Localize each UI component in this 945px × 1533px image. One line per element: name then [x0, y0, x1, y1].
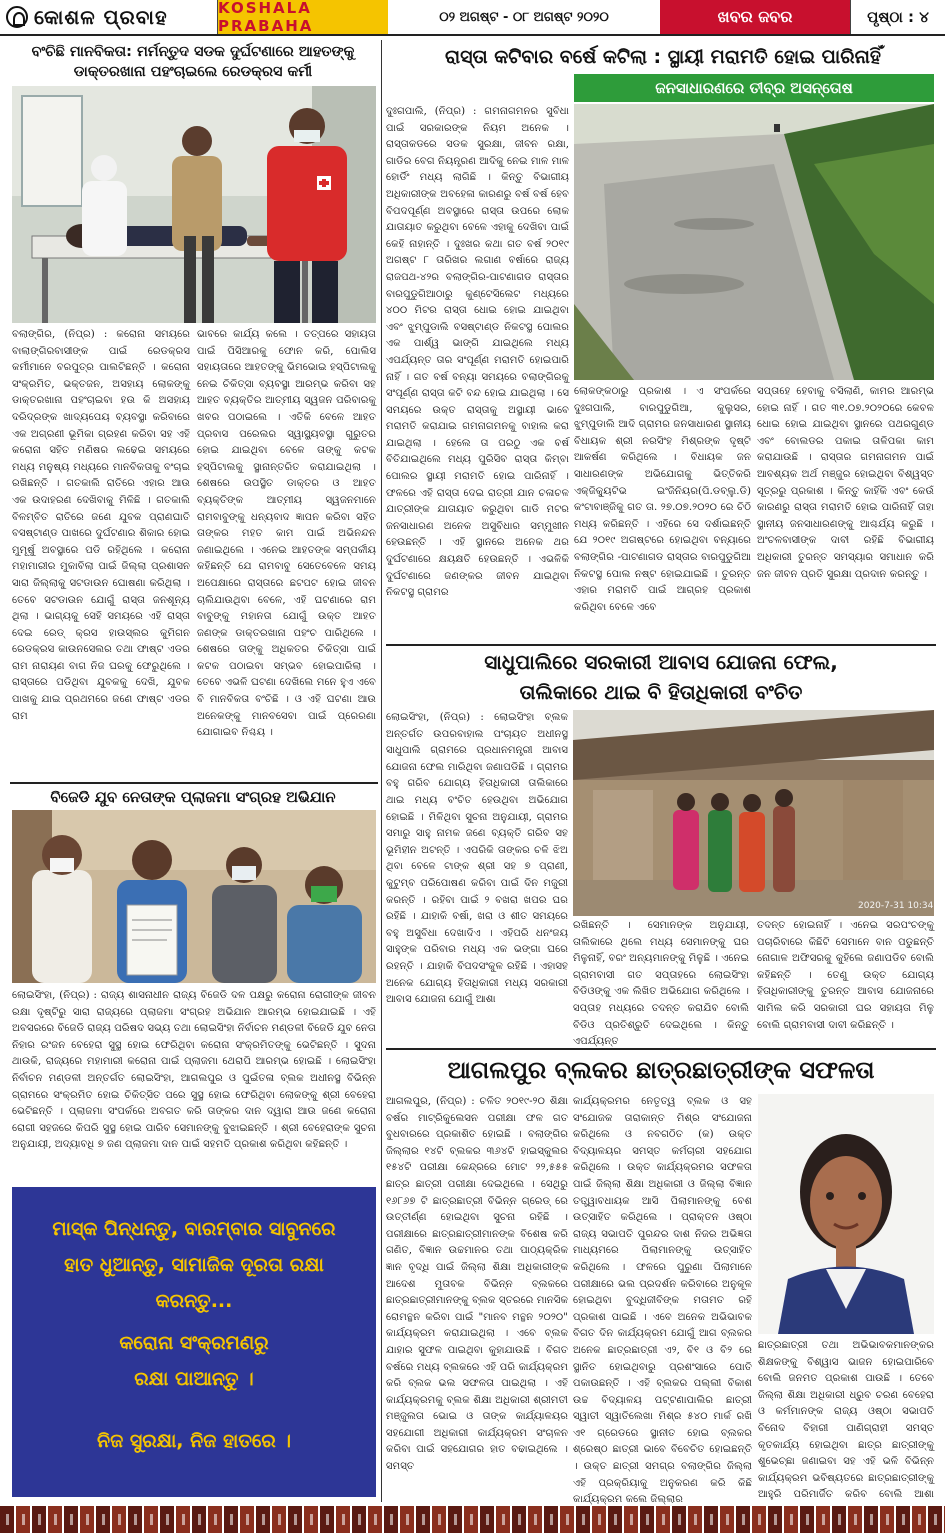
decorative-footer-border: [0, 1506, 945, 1533]
student-portrait-photo: [758, 1094, 934, 1334]
covid-awareness-banner: [12, 1187, 376, 1497]
plasma-photo: [12, 810, 376, 983]
hospital-ward-image: [12, 86, 376, 323]
students-body-col2: କାର୍ଯ୍ୟକ୍ରମର ନେତୃତ୍ୱ ବ୍ଲକ ଓ ସହ ସଂଯୋଜକ ତାରାକାନ୍ତ ମିଶ୍ର ସଂଯୋଜନା କରିଥିଲେ ଓ ନବଗଠିତ (କ) ଉକ୍ତ ବିଦ୍ୟାଳୟର ସମସ୍ତ କର୍ମଚାରୀ ସହଯୋଗ କରିଥିଲେ । ଉକ୍ତ କାର୍ଯ୍ୟକ୍ରମର ସଫଳତା ପାଇଁ ଜିଲ୍ଲା ଶିକ୍ଷା ଅଧିକାରୀ ଓ ଜିଲ୍ଲା ବିଜ୍ଞାନ ତତ୍ତ୍ୱାବଧାୟକ ଆସି ପିଲାମାନଙ୍କୁ ବେଶ ଉତ୍ସାହିତ କରିଥିଲେ । ପ୍ରାକ୍ତନ ଓଷ୍ଠା ରାଜ୍ୟ ସଭାପତି ପୁରନ୍ଦର ଦାଶ ନିଜର ଅଭିଜ୍ଞତା ମାଧ୍ୟମରେ ପିଲାମାନଙ୍କୁ ଉତ୍ସାହିତ କରିଥିଲେ । ଫଳରେ ପୁରୁଣା ପିଲାମାନେ ପରୀକ୍ଷାରେ ଭଲ ପ୍ରଦର୍ଶନ କରିବାରେ ଅନୁକୂଳ ହୋଇଥିବା ବୁଦ୍ଧିଜୀବିଙ୍କ ମତାମତ ରହି ପ୍ରକାଶ ପାଇଛି । ଏବେ ଅନେକ ଅଭିଭାବକ ବିଗତ ଦିନ କାର୍ଯ୍ୟକ୍ରମ ଯୋଗୁଁ ଆଗ ବ୍ଲକର ଅନେକ ଛାତ୍ରଛାତ୍ରୀ ଏ୨, ବି୧ ଓ ବି୨ ରେ ସ୍ଥାନିତ ହୋଇଥିବାରୁ ପ୍ରଶଂସାରେ ପୋତି ପକାଉଛନ୍ତି । ଏହି ବ୍ଲକର ପଲ୍ଲୀ ବିକାଶ ଉଚ୍ଚ ବିଦ୍ୟାଳୟ ପଟ୍ଟଣାପାଲିର ଛାତ୍ରୀ ସ୍ୱାତୀ ସ୍ୱାତିଲେଖା ମିଶ୍ର ୫୪୦ ମାର୍କ ରଖି ଏ୧ ଗ୍ରେଡରେ ସ୍ଥାନୀତ ହୋଇ ବ୍ଲକର ଶ୍ରେଷ୍ଠ ଛାତ୍ରୀ ଭାବେ ବିବେଚିତ ହୋଇଛନ୍ତି । ଉକ୍ତ ଛାତ୍ରୀ ସମଗ୍ର ବଲାଙ୍ଗିର ଜିଲ୍ଲା ଏହି ପ୍ରକ୍ରିୟାକୁ ଅନୁକରଣ କରି କିଛି କାର୍ଯ୍ୟକ୍ରମ କଲେ ଜିଲ୍ଲାର: [573, 1096, 752, 1506]
housing-headline-line1: ସାଧୁପାଲିରେ ସରକାରୀ ଆବାସ ଯୋଜନା ଫେଲ,: [484, 650, 838, 674]
logo-emblem-icon: [6, 6, 28, 28]
section-divider: [386, 1048, 936, 1050]
redcross-photo: [12, 86, 376, 323]
road-body-col3: ସପ୍ତାହେ ହେବାକୁ ବସିଲାଣି, କାମର ଆରମ୍ଭ ହୋଇ ନାହିଁ । ଗତ ୩୧.୦୭.୨୦୨୦ରେ କେବଳ ଧୋଇ ହୋଇ ଯାଇଥିବା ସ୍ଥାନରେ ପଥରଗୁଣ୍ଡ ଏବଂ ବୋଲଡର ପକାଇ ତାଳିପକା କାମ କରାଯାଉଛି । ରାସ୍ତାର ଗମନାଗମନ ପାଇଁ ଆବଶ୍ୟକ ଅର୍ଥ ମଞ୍ଜୁର ହୋଇଥିବା ବିଶ୍ୱସ୍ତ ସୂତ୍ରରୁ ପ୍ରକାଶ । କିନ୍ତୁ କାହିଁକି ଏବଂ କେଉଁ କାରଣରୁ ରାସ୍ତା ମରାମତି ହୋଇ ପାରିନାହିଁ ତାହା ସ୍ଥାନୀୟ ଜନସାଧାରଣଙ୍କୁ ଆଶ୍ଚର୍ଯ୍ୟ କରୁଛି । ଅଂଚଳବାସୀଙ୍କ ଦାବୀ ରହିଛି ବିଭାଗୀୟ ଅଧିକାରୀ ତୁରନ୍ତ ସମସ୍ୟାର ସମାଧାନ କରି ଜନ ଜୀବନ ପ୍ରତି ସୁରକ୍ଷା ପ୍ରଦାନ କରନ୍ତୁ ।: [757, 386, 934, 580]
plasma-body: ଲୋଇସିଂହା, (ନିପ୍ର) : ରାଜ୍ୟ ଶାସନାଧୀନ ରାଜ୍ୟ ବିଜେଡି ଦଳ ପକ୍ଷରୁ କରୋନା ରୋଗୀଙ୍କ ଜୀବନ ରକ୍ଷା ଦୃଷ୍ଟିରୁ ସାରା ରାଜ୍ୟରେ ପ୍ଲାଜମା ସଂଗ୍ରହ ଅଭିଯାନ ଆରମ୍ଭ ହୋଇଯାଇଛି । ଏହି ଅବସରରେ ବିଜେଡି ରାଜ୍ୟ ପରିଷଦ ସଭ୍ୟ ତଥା ଲୋଇସିଂହା ନିର୍ବାଚନ ମଣ୍ଡଳୀ ବିଜେଡି ଯୁବ ନେତା ନିହାର ରଂଜନ ବେହେରା ସୁସ୍ଥ ହୋଇ ଫେରିଥିବା କରୋନା ସଂକ୍ରମିତଙ୍କୁ ଭେଟିଛନ୍ତି । ସୁଦନା ଥାଉକି, ରାଜ୍ୟରେ ମହାମାରୀ କରୋନା ପାଇଁ ପ୍ଲାଜମା ଥେରାପି ଆରମ୍ଭ ହୋଇଛି । ଲୋଇସିଂହା ନିର୍ବାଚନ ମଣ୍ଡଳୀ ଅନ୍ତର୍ଗତ ଲୋଇସିଂହା, ଆଗଲପୁର ଓ ପୁଇଁତଳା ବ୍ଲକ ଅଧୀନସ୍ଥ ବିଭିନ୍ନ ଗ୍ରାମରେ ସଂକ୍ରମିତ ହୋଇ ଚିକିତ୍ସିତ ପରେ ସୁସ୍ଥ ହୋଇ ଫେରିଥିବା ଲୋକଙ୍କୁ ଶ୍ରୀ ବେହେରା ଭେଟିଛନ୍ତି । ପ୍ଲାଜମା ସଂପର୍କରେ ଅବଗତ କରି ତାଙ୍କର ଦାନ ଦ୍ୱାରା ଆଉ ଜଣେ କରୋନା ରୋଗୀ ସହଜରେ କିପରି ସୁସ୍ଥ ହୋଇ ପାରିବ ସେମାନଙ୍କୁ ବୁଝାଇଛନ୍ତି । ଶ୍ରୀ ବେହେରାଙ୍କ ସୁଚନା ଅନୁଯାୟୀ, ଅଦ୍ୟାବଧି ୭ ଜଣ ପ୍ଲାଜମା ଦାନ ପାଇଁ ସହମତି ପ୍ରକାଶ କରିଥିବା କହିଛନ୍ତି ।: [12, 990, 376, 1151]
newspaper-name-odia: କୋଶଳ ପ୍ରବାହ: [34, 5, 168, 29]
village-house-image: [573, 710, 934, 916]
housing-body-right: ତଦନ୍ତ ହୋଇନାହିଁ । ଏନେଇ ସରପଂଚଙ୍କୁ ପଚାରିବାରେ କିଛିଟି ସେମାନେ ବାନ ପଡୁଛନ୍ତି ନୋଗାଳ ଅଫିସରକୁ କୁହିଲେ ଜଣାପଡିବ ବୋଲି କହିଛନ୍ତି । ତେଣୁ ଉକ୍ତ ଯୋଗ୍ୟ ହିତାଧିକାରୀଙ୍କୁ ତୁରନ୍ତ ଆବାସ ଯୋଜନାରେ ସାମିଲ କରି ସରକାରୀ ଘର ସହାୟତା ମିଳୁ ବୋଲି ଗ୍ରାମବାସୀ ଦାବୀ କରିଛନ୍ତି ।: [757, 920, 934, 1031]
psa-line: ରକ୍ଷା ପାଆନ୍ତୁ ।: [134, 1368, 254, 1390]
column-divider: [381, 40, 382, 1502]
newspaper-logo: [0, 0, 218, 34]
redcross-headline: ବଂଚିଛି ମାନବିକତା: ମର୍ମନ୍ତୁଦ ସଡକ ଦୁର୍ଘଟଣାରେ ଆହତଙ୍କୁ ଡାକ୍ତରଖାନା ପହଂଚାଇଲେ ରେଡକ୍ରସ କର୍ମୀ: [31, 44, 355, 80]
road-headline: ରାସ୍ତା କଟିବାର ବର୍ଷେ କଟିଲା : ସ୍ଥାୟୀ ମରାମତି ହୋଇ ପାରିନାହିଁ: [445, 46, 881, 68]
newspaper-name-english: KOSHALA PRABAHA: [218, 0, 388, 34]
road-body-col2: ଲୋକଙ୍କଠାରୁ ପ୍ରକାଶ । ଏ ସଂପର୍କରେ ଦୁଃଗପାଲି, ବାରପୁଡୁଗିଆ, କୁଲୁସର, ଝୁମ୍ପୁଡାଲି ଆଦି ଗ୍ରାମର ଜନସାଧାରଣ ସ୍ଥାନୀୟ ବିଧାୟକ ଶ୍ରୀ ନରସିଂହ ମିଶ୍ରଙ୍କ ଦୃଷ୍ଟି ଆକର୍ଷଣ କରିଥିଲେ । ବିଧାୟକ ଜନ ସାଧାରଣଙ୍କ ଅଭିଯୋଗକୁ ଭିତ୍ତିକରି ଏକ୍‌ଜିକ୍ୟୁଟିଭ ଇଂଜିନିୟର(ପି.ଡବ୍ଲୁ.ଡି) କଂଟାବାଞ୍ଜିକୁ ଗତ ତା. ୨୭.୦୭.୨୦୨୦ ରେ ଚିଠି ମଧ୍ୟ କରିଛନ୍ତି । ଏହିରେ ସେ ଦର୍ଶାଇଛନ୍ତି ଯେ ୨୦୧୯ ଅଗଷ୍ଟରେ ହୋଇଥିବା ବନ୍ୟାରେ ବଲାଙ୍ଗିର -ପାଟଣାଗଡ ରାସ୍ତାର ବାରପୁଡୁଗିଆ ନିକଟସ୍ଥ ପୋଲ ନଷ୍ଟ ହୋଇଯାଇଛି । ତୁରନ୍ତ ଏହାର ମରାମତି ପାଇଁ ଆଗ୍ରହ ପ୍ରକାଶ କରିଥିବା ବେଳେ ଏବେ: [574, 386, 751, 613]
redcross-body-col2: ଭାବରେ କାର୍ଯ୍ୟ କଲେ । ତତ୍‌ପରେ ସହାୟତା ପାଇଁ ପିସିଆରକୁ ଫୋନ କରି, ପୋଲିସ ସହାୟତାରେ ଆହତଙ୍କୁ ଭିମଭୋଇ ହସ୍‌ପିଟାଲକୁ ନେଇ ଚିକିତ୍ସା ବ୍ୟବସ୍ଥା ଆରମ୍ଭ କରିବା ସହ ଆହତ ବ୍ୟକ୍ତିର ଆତ୍ମୀୟ ସ୍ୱଜନ ପରିବାରକୁ ଖବର ପଠାଇଲେ । ଏତିକି ବେଳେ ଆହତ ପ୍ରବାସ ପରେଲର ସ୍ୱାସ୍ଥ୍ୟବସ୍ଥା ଗୁରୁତର ହୋଇ ଯାଇଥିବା ବେଳେ ତାଙ୍କୁ କଟକ ହସ୍‌ପିଟାଲକୁ ସ୍ଥାନାନ୍ତରିତ କରାଯାଇଥିଲା । ଶେଷରେ ଉପସ୍ଥିତ ଡାକ୍ତର ଓ ଆହତ ବ୍ୟକ୍ତିଙ୍କ ଆତ୍ମୀୟ ସ୍ୱଜନମାନେ ରାମବାବୁଙ୍କୁ ଧନ୍ୟବାଦ ଜ୍ଞାପନ କରିବା ସହିତ ତାଙ୍କର ମହତ କାମ ପାଇଁ ଅଭିନନ୍ଦନ ଜଣାଇଥିଲେ । ଏନେଇ ଆହତଙ୍କ ସମ୍ପର୍କୀୟ କହିଛନ୍ତି ଯେ ରାମବାବୁ ସେତେବେଳେ ସମୟ ଅପେକ୍ଷାରେ ରାସ୍ତାରେ ଛଟପଟ ହୋଇ ଜୀବନ ଚାଲିଯାଉଥିବା ବେଳେ, ଏହି ଘଟଣାରେ ରାମ ବାବୁଙ୍କୁ ମହାନତା ଯୋଗୁଁ ଉକ୍ତ ଆହତ ଜଣଙ୍କ ଡାକ୍ତରଖାନା ପହଂଚ ପାରିଥିଲେ । ଶେଷରେ ତାଙ୍କୁ ଅଧିକତର ଚିକିତ୍ସା ପାଇଁ କଟକ ପଠାଇବା ସମ୍ଭବ ହୋଇପାରିଲା । ତେବେ ଏଭଳି ଘଟଣା ଦେଖିଲେ ମନେ ହୁଏ ଏବେ ବି ମାନବିକତା ବଂଚିଛି । ଓ ଏହି ଘଟଣା ଆଉ ଅନେକଙ୍କୁ ମାନବସେବା ପାଇଁ ପ୍ରେରଣା ଯୋଗାଇବ ନିଶ୍ଚୟ ।: [197, 329, 376, 739]
students-body-col3: ଛାତ୍ରଛାତ୍ରୀ ତଥା ଅଭିଭାବକମାନଙ୍କର ଶିକ୍ଷକଙ୍କୁ ବିଶ୍ୱାସ ଭାଜନ ହୋଇପାରିବେ ବୋଲି ଜନମତ ପ୍ରକାଶ ପାଉଛି । ତେବେ ଜିଲ୍ଲା ଶିକ୍ଷା ଅଧିକାରୀ ଧ୍ରୁବ ଚରଣ ବେହେରା ଓ କର୍ମମାନଙ୍କ ରାଜ୍ୟ ଓଷ୍ଠା ସଭାପତି ବିନୋଦ ବିହାରୀ ପାଣିଗ୍ରାହୀ ସମସ୍ତ କୃତକାର୍ଯ୍ୟ ହୋଇଥିବା ଛାତ୍ର ଛାତ୍ରୀଙ୍କୁ ଶୁଭେଚ୍ଛା ଜଣାଇବା ସହ ଏହି ଭଳି ବିଭିନ୍ନ କାର୍ଯ୍ୟକ୍ରମ ଭବିଷ୍ୟତରେ ଛାତ୍ରଛାତ୍ରୀଙ୍କୁ ଆହୁରି ପରିମାର୍ଜିତ କରିବ ବୋଲି ଆଶା: [758, 1340, 934, 1501]
damaged-road-image: [574, 104, 934, 380]
housing-body-bottom: [386, 918, 568, 1044]
psa-line: ନିଜ ସୁରକ୍ଷା, ନିଜ ହାତରେ ।: [96, 1430, 292, 1452]
housing-body-mid: ରଖିଛନ୍ତି । ସେମାନଙ୍କ ଅନୁଯାୟୀ, ତାଲିକାରେ ଥିଲେ ମଧ୍ୟ ସେମାନଙ୍କୁ ଘର ମିଳୁନାହିଁ, ବରଂ ଅନ୍ୟମାନଙ୍କୁ ମିଳୁଛି । ଏନେଇ ଗ୍ରାମବାସୀ ଗତ ସପ୍ତାହରେ ଲୋଇସିଂହା ବିଡିଓଙ୍କୁ ଏକ ଲିଖିତ ଅଭିଯୋଗ କରିଥିଲେ । ସପ୍ତାହ ମଧ୍ୟରେ ତଦନ୍ତ କରାଯିବ ବୋଲି ବିଡିଓ ପ୍ରତିଶ୍ରୁତି ଦେଇଥିଲେ । କିନ୍ତୁ ଏପର୍ଯ୍ୟନ୍ତ: [573, 920, 749, 1048]
students-body-col1: ଆଗଲପୁର, (ନିପ୍ର) : ଚଳିତ ୨୦୧୯-୨୦ ଶିକ୍ଷା ବର୍ଷର ମାଟ୍ରିକୁଲେସନ ପରୀକ୍ଷା ଫଳ ଗତ ବୁଧବାରରେ ପ୍ରକାଶିତ ହୋଇଛି । ବଲାଙ୍ଗିର ଜିଲ୍ଲାର ୧୪ଟି ବ୍ଲକର ୩୬୪ଟି ହାଇସ୍କୁଲର ୧୫୪ଟି ପରୀକ୍ଷା କେନ୍ଦ୍ରରେ ମୋଟ ୨୨,୫୫୫ ଛାତ୍ର ଛାତ୍ରୀ ପରୀକ୍ଷା ଦେଇଥିଲେ । ସେଥିରୁ ୧୬୮୬୭ ଟି ଛାତ୍ରଛାତ୍ରୀ ବିଭିନ୍ନ ଗ୍ରେଡ୍ ରେ ଉତ୍ତୀର୍ଣ୍ଣ ହୋଇଥିବା ସୁଚନା ରହିଛି । ପରୀକ୍ଷାରେ ଛାତ୍ରଛାତ୍ରୀମାନଙ୍କ ବିଶେଷ କରି ଗଣିତ, ବିଜ୍ଞାନ ଉଚ୍ଚମାନର ତଥା ପାଠ୍ୟକ୍ରିକ ଜ୍ଞାନ ବୃଦ୍ଧି ପାଇଁ ଜିଲ୍ଲା ଶିକ୍ଷା ଅଧିକାରୀଙ୍କ ଆଦେଶ ମୁତାବକ ବିଭିନ୍ନ ବ୍ଲକରେ ଛାତ୍ରଛାତ୍ରୀମାନଙ୍କୁ ବ୍ଲକ ସ୍ତରରେ ମାନସିକ ରୋମନ୍ଥନ କରିବା ପାଇଁ "ମାନବ ମନ୍ଥନ ୨୦୨୦" କାର୍ଯ୍ୟକ୍ରମ କରାଯାଇଥିଲା । ଏବେ ବ୍ଲକ ଯାହାର ସୁଫଳ ପାଇଥିବା କୁହାଯାଉଛି । ବିଗତ ବର୍ଷରେ ମଧ୍ୟ ବ୍ଲକରେ ଏହି ପରି କାର୍ଯ୍ୟକ୍ରମ କରି ବ୍ଲକ ଭଲ ସଫଳତା ପାଇଥିଲା । ଏହି କାର୍ଯ୍ୟକ୍ରମକୁ ବ୍ଲକ ଶିକ୍ଷା ଅଧିକାରୀ ଶ୍ରୀମତୀ ମଞ୍ଜୁଲତା ଭୋଇ ଓ ତାଙ୍କ କାର୍ଯ୍ୟାଳୟର ସହଯୋଗୀ ଅଧିକାରୀ କାର୍ଯ୍ୟକ୍ରମ ସଂଚାଳନ କରିବା ପାଇଁ ସହଯୋଗର ହାତ ବଢାଇଥିଲେ । ସମସ୍ତ: [386, 1096, 568, 1473]
road-photo: [574, 104, 934, 380]
psa-line: ହାତ ଧୁଆନ୍ତୁ, ସାମାଜିକ ଦୂରତା ରକ୍ଷା: [64, 1254, 324, 1276]
housing-photo: [573, 710, 934, 916]
student-portrait-image: [758, 1094, 934, 1334]
page-number: ପୃଷ୍ଠା : ୪: [850, 0, 945, 34]
photo-timestamp: 2020-7-31 10:34: [858, 901, 934, 911]
road-subhead: ଜନସାଧାରଣରେ ତୀବ୍ର ଅସନ୍ତୋଷ: [574, 74, 934, 102]
plasma-headline: ବିଜେଡି ଯୁବ ନେତାଙ୍କ ପ୍ଲାଜମା ସଂଗ୍ରହ ଅଭିଯାନ: [50, 788, 336, 806]
redcross-body-col1: ବଲାଙ୍ଗିର, (ନିପ୍ର) : କରୋନା ସମୟରେ ବାଲାଙ୍ଗିରବାସୀଙ୍କ ପାଇଁ ରେଡକ୍ରସ କର୍ମୀମାନେ ବରପୁତ୍ର ପାଲଟିଛନ୍ତି । କରୋନା ସଂକ୍ରମିତ, ଭକ୍ତଜନ, ଅସହାୟ ଲୋକଙ୍କୁ ଡାକ୍ତରଖାନା ପହଂଚାଇବା ହଉ କି ଅସହାୟ ଦରିଦ୍ରଙ୍କ ଖାଦ୍ୟପେୟ ବ୍ୟବସ୍ଥା କରିବାରେ ଏକ ଅଗ୍ରଣୀ ଭୂମିକା ଗ୍ରହଣ କରିବା ସହ ଏହି କରୋନା ସହିତ ମଣିଷର ଲଢେଇ ସମୟରେ ମଧ୍ୟ ମନୁଷ୍ୟ ମଧ୍ୟରେ ମାନବିକତାକୁ ବଂଚାଇ ରଖିଛନ୍ତି । ଗତକାଲି ରାତିରେ ଏହାର ଆଉ ଏକ ଉଦାହରଣ ଦେଖିବାକୁ ମିଳିଛି । ଗତକାଲି ବିଳମ୍ବିତ ରାତିରେ ଜଣେ ଯୁବକ ପ୍ରାଣଘାତି ବସଷ୍ଟାଣ୍ଡ ପାଖରେ ଦୁର୍ଘଟଣାର ଶିକାର ହୋଇ ମୁମୂର୍ଷୁ ଅବସ୍ଥାରେ ପଡି ରହିଥିଲେ । କରୋନା ମହାମାରୀର ମୁକାବିଲା ପାଇଁ ଜିଲ୍ଲା ପ୍ରଶାସନ ସାରା ଜିଲ୍ଲାକୁ ସଟଡାଉନ ଘୋଷଣା କରିଥିଲା । ତେବେ ସଟଡାଉନ ଯୋଗୁଁ ରାସ୍ତା ଜନଶୂନ୍ୟ ଥିଲା । ଭାଗ୍ୟକୁ ସେହି ସମୟରେ ଏହି ରାସ୍ତା ଦେଇ ରେଡ୍ କ୍ରସ ହାଉସ୍‌ଲର କୁମିଗନ ରେଡକ୍ରସ କାଉନସେଲର ତଥା ଫାଷ୍ଟ ଏଡର ରାମ ନାରାୟଣ ବାଗ ନିଜ ଘରକୁ ଫେରୁଥିଲେ । ରାସ୍ତାରେ ପଡିଥିବା ଯୁବକକୁ ଦେଖି, ଯୁବକ ପାଖକୁ ଯାଇ ପ୍ରଥମରେ ଜଣେ ଫାଷ୍ଟ ଏଡର ରାମ: [12, 329, 190, 722]
section-divider: [10, 782, 378, 784]
group-photo-image: [12, 810, 376, 983]
road-body-col1: ଦୁଃଗପାଲି, (ନିପ୍ର) : ଗମନାଗମନର ସୁବିଧା ପାଇଁ ସରକାରଙ୍କ ନିୟମ ଅନେକ । ରାସ୍ତାକଡରେ ସଡକ ସୁରକ୍ଷା, ଜୀବନ ରକ୍ଷା, ଗାଡିର ବେଗ ନିୟନ୍ତ୍ରଣ ଆଦିକୁ ନେଇ ମାଳ ମାଳ ହୋର୍ଡିଂ ମଧ୍ୟ ଲାଗିଛି । କିନ୍ତୁ ବିଭାଗୀୟ ଅଧିକାରୀଙ୍କ ଅବହେଳା କାରଣରୁ ବର୍ଷ ବର୍ଷ ହେବ ବିପଦପୂର୍ଣ୍ଣ ଅବସ୍ଥାରେ ରାସ୍ତା ଉପରେ ଲୋକ ଯାତାୟାତ କରୁଥିବା ବେଳେ ଏହାକୁ ଦେଖିବା ପାଇଁ କେହି ନାହାନ୍ତି । ଦୁଃଖର କଥା ଗତ ବର୍ଷ ୨୦୧୯ ଅଗଷ୍ଟ ୮ ତାରିଖର ଲଗାଣ ବର୍ଷାରେ ରାଜ୍ୟ ରାଜପଥ-୪୨ର ବଲାଙ୍ଗିର-ପାଟଣାଗଡ ରାସ୍ତାର ବାରପୁଡୁଗିଆଠାରୁ କୁଣ୍ଟେସିଲେଟ ମଧ୍ୟରେ ୪୦୦ ମିଟର ରାସ୍ତା ଧୋଇ ହୋଇ ଯାଇଥିବା ଏବଂ ଝୁମ୍ପୁଡାଲି ବସଷ୍ଟାଣ୍ଡ ନିକଟସ୍ଥ ପୋଲର ଏକ ପାର୍ଶ୍ୱ ଭାଙ୍ଗି ଯାଇଥିଲେ ମଧ୍ୟ ଏପର୍ଯ୍ୟନ୍ତ ତାର ସଂପୂର୍ଣ୍ଣ ମରାମତି ହୋଇପାରି ନାହିଁ । ଗତ ବର୍ଷ ବନ୍ୟା ସମୟରେ ବଲାଙ୍ଗିରକୁ ସଂପୂର୍ଣ୍ଣ ରାସ୍ତା କଟି ବନ୍ଦ ହୋଇ ଯାଇଥିଲା । ସେ ସମୟରେ ଉକ୍ତ ରାସ୍ତାକୁ ଅସ୍ଥାୟୀ ଭାବେ ମରାମତି କରାଯାଇ ଗମନାଗମନକୁ ବାହାଲ କରା ଯାଇଥିଲା । ହେଲେ ତା ପରଠୁ ଏକ ବର୍ଷ ବିତିଯାଇଥିଲେ ମଧ୍ୟ ପୁରିସିବ ରାସ୍ତା କିମ୍ବା ପୋଲର ସ୍ଥାୟୀ ମରାମତି ହୋଇ ପାରିନାହିଁ । ଫଳରେ ଏହି ରାସ୍ତା ଦେଇ ରାତ୍ରୀ ଯାନ ଚଳାଚଳ ଯାତ୍ରୀଙ୍କ ଯାତାୟାତ କରୁଥିବା ଗାଡି ମଟର ଜନସାଧାରଣ ଅନେକ ଅସୁବିଧାର ସମ୍ମୁଖୀନ ହେଉଛନ୍ତି । ଏହି ସ୍ଥାନରେ ଅନେକ ଥର ଦୁର୍ଘଟଣାରେ କ୍ଷୟକ୍ଷତି ହେଉଛନ୍ତି । ଏଭଳିକି ଦୁର୍ଘଟଣାରେ ଜଣଙ୍କର ଜୀବନ ଯାଇଥିବା ନିକଟସ୍ଥ ଗ୍ରାମର: [386, 106, 569, 599]
masthead: [0, 0, 945, 36]
section-title: ଖବର ଜବର: [660, 0, 850, 34]
psa-line: କରନ୍ତୁ...: [155, 1290, 233, 1312]
psa-line: ମାସ୍କ ପିନ୍ଧନ୍ତୁ, ବାରମ୍ବାର ସାବୁନରେ: [52, 1218, 336, 1240]
housing-body-top: ଲୋଇସିଂହା, (ନିପ୍ର) : ଲୋଇସିଂହା ବ୍ଲକ ଅନ୍ତର୍ଗତ ଉପରବାହାଲ ପଂଚାୟତ ଅଧୀନସ୍ଥ ସାଧୁପାଲି ଗ୍ରାମରେ ପ୍ରଧାନମନ୍ତ୍ରୀ ଆବାସ ଯୋଜନା ଫେଲ ମାରିଥିବା ଜଣାପଡିଛି । ଗ୍ରାମର ବହୁ ଗରିବ ଯୋଗ୍ୟ ହିତାଧିକାରୀ ତାଲିକାରେ ଥାଇ ମଧ୍ୟ ବଂଚିତ ହେଉଥିବା ଅଭିଯୋଗ ହୋଇଛି । ମିଳିଥିବା ସୁଚନା ଅନୁଯାୟୀ, ଗ୍ରାମର ସମାରୁ ସାହୁ ନାମକ ଜଣେ ବ୍ୟକ୍ତି ଗରିବ ସହ ଭୂମିହୀନ ଅଟନ୍ତି । ଏପରିକି ତାଙ୍କର ଚଳି ଝିଅ ଥିବା ବେଳେ ଟାଙ୍କ ଶ୍ରୀ ସହ ୭ ପ୍ରାଣୀ, କୁଟୁମ୍ବ ପରିପୋଷଣ କରିବା ପାଇଁ ଦିନ ମଜୁରୀ କରନ୍ତି । ରହିବା ପାଇଁ ୨ ବଖରା ଖପର ଘର ରହିଛି । ଯାହାକି ବର୍ଷା, ଖରା ଓ ଶୀତ ସମୟରେ ବହୁ ଅସୁବିଧା ଦେଖାଦିଏ । ଏହିପରି ଧନଂଜୟ ସାହୁଙ୍କ ପରିବାର ମଧ୍ୟ ଏକ ଭଙ୍ଗା ଘରେ ରହନ୍ତି । ଯାହାକି ବିପଦସଂକୁଳ ରହିଛି । ଏହାସହ ଅନେକ ଯୋଗ୍ୟ ହିତାଧିକାରୀ ମଧ୍ୟ ସରକାରୀ ଆବାସ ଯୋଜନା ଯୋଗୁଁ ଆଶା: [386, 712, 568, 1006]
psa-line: କରୋନା ସଂକ୍ରମଣରୁ: [119, 1332, 269, 1354]
section-divider: [386, 644, 936, 646]
issue-date: ୦୨ ଅଗଷ୍ଟ - ୦୮ ଅଗଷ୍ଟ ୨୦୨୦: [439, 9, 609, 25]
students-headline: ଆଗଲପୁର ବ୍ଲକର ଛାତ୍ରଛାତ୍ରୀଙ୍କ ସଫଳତା: [447, 1056, 875, 1084]
housing-headline-line2: ତାଲିକାରେ ଥାଇ ବି ହିତାଧିକାରୀ ବଂଚିତ: [519, 680, 803, 704]
